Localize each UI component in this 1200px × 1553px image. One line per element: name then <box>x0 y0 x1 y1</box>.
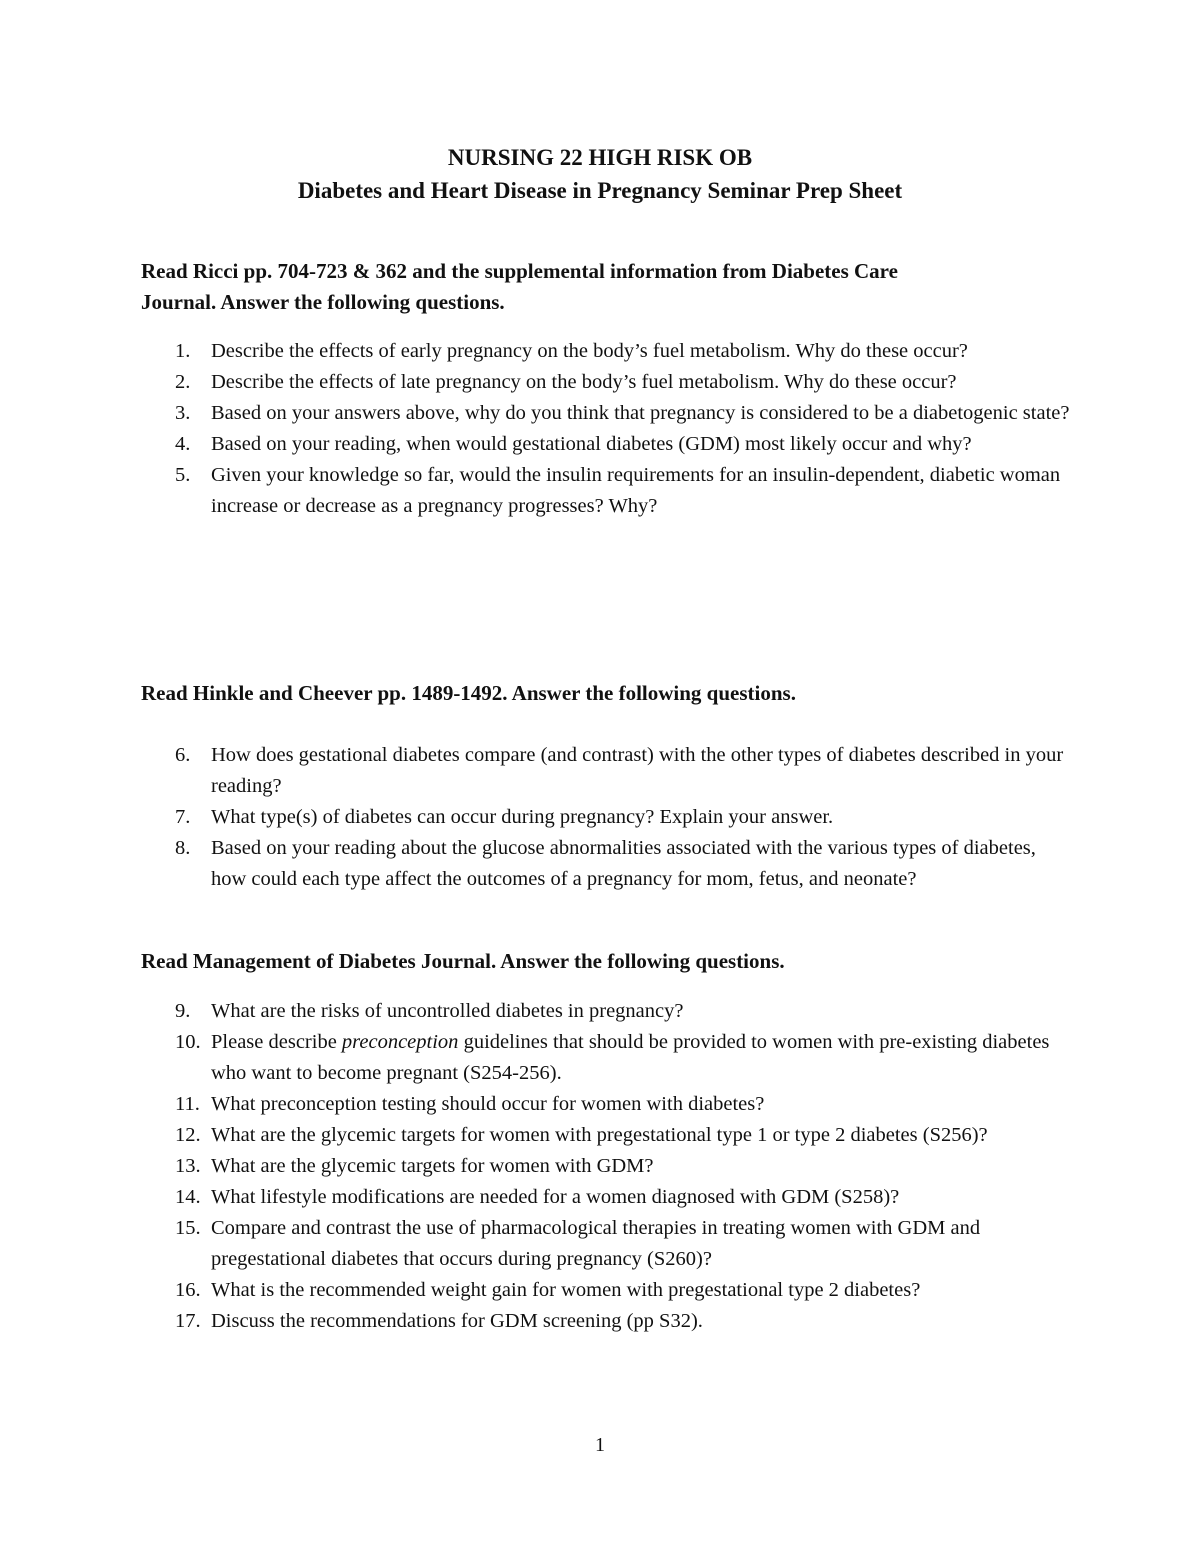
question-text: Describe the effects of early pregnancy on the body’s fuel metabolism. Why do these occur? <box>211 340 968 362</box>
question-text: Based on your reading about the glucose abnormalities associated with the various types of diabetes, how could each type affect the outcomes of a pregnancy for mom, fetus, and neonate? <box>211 837 1036 890</box>
question-text: Based on your reading, when would gestational diabetes (GDM) most likely occur and why? <box>211 433 972 455</box>
question-number: 12. <box>175 1124 201 1146</box>
question-number: 15. <box>175 1217 201 1239</box>
question-item <box>141 802 1071 833</box>
question-number: 5. <box>175 464 191 486</box>
question-item <box>141 833 1071 895</box>
question-number: 10. <box>175 1031 201 1053</box>
question-item <box>141 1306 1071 1337</box>
question-item <box>141 460 1071 522</box>
question-text: Discuss the recommendations for GDM screening (pp S32). <box>211 1310 703 1332</box>
section-heading-ricci <box>141 256 1041 318</box>
question-text: What lifestyle modifications are needed for a women diagnosed with GDM (S258)? <box>211 1186 900 1208</box>
question-text: Given your knowledge so far, would the insulin requirements for an insulin-dependent, diabetic woman increase or decrease as a pregnancy progresses? Why? <box>211 464 1061 517</box>
question-text: What are the risks of uncontrolled diabetes in pregnancy? <box>211 1000 684 1022</box>
question-number: 7. <box>175 806 191 828</box>
question-item <box>141 1151 1071 1182</box>
question-item <box>141 1275 1071 1306</box>
question-text-emphasis: preconception <box>341 1031 459 1053</box>
question-text: What are the glycemic targets for women with GDM? <box>211 1155 654 1177</box>
question-list-management <box>141 996 1071 1337</box>
question-number: 1. <box>175 340 191 362</box>
question-item <box>141 1120 1071 1151</box>
question-item <box>141 367 1071 398</box>
question-text-part: guidelines that should be provided to women with pre-existing diabetes who want to become pregnant (S254-256). <box>211 1031 1050 1084</box>
question-text: What type(s) of diabetes can occur during pregnancy? Explain your answer. <box>211 806 834 828</box>
question-number: 13. <box>175 1155 201 1177</box>
question-number: 16. <box>175 1279 201 1301</box>
section-heading-line: Journal. Answer the following questions. <box>141 290 505 314</box>
section-heading-hinkle: Read Hinkle and Cheever pp. 1489-1492. Answer the following questions. <box>141 681 796 705</box>
question-item <box>141 740 1071 802</box>
question-number: 17. <box>175 1310 201 1332</box>
section-heading-line: Read Ricci pp. 704-723 & 362 and the supplemental information from Diabetes Care <box>141 259 898 283</box>
document-subtitle: Diabetes and Heart Disease in Pregnancy Seminar Prep Sheet <box>297 178 903 203</box>
question-number: 2. <box>175 371 191 393</box>
question-item <box>141 336 1071 367</box>
question-text <box>211 1031 1049 1084</box>
question-item <box>141 429 1071 460</box>
question-text: Based on your answers above, why do you think that pregnancy is considered to be a diabetogenic state? <box>211 402 1070 424</box>
question-item <box>141 1027 1071 1089</box>
question-list-hinkle <box>141 740 1071 895</box>
question-item <box>141 1182 1071 1213</box>
section-heading-management: Read Management of Diabetes Journal. Answer the following questions. <box>141 949 785 973</box>
question-number: 14. <box>175 1186 201 1208</box>
question-item <box>141 398 1071 429</box>
page-number: 1 <box>595 1434 605 1456</box>
question-text: What are the glycemic targets for women with pregestational type 1 or type 2 diabetes (S256)? <box>211 1124 988 1146</box>
question-text: What preconception testing should occur for women with diabetes? <box>211 1093 765 1115</box>
question-text: What is the recommended weight gain for women with pregestational type 2 diabetes? <box>211 1279 921 1301</box>
question-text: Compare and contrast the use of pharmacological therapies in treating women with GDM and pregestational diabetes that occurs during pregnancy (S260)? <box>211 1217 981 1270</box>
question-item <box>141 1213 1071 1275</box>
question-number: 6. <box>175 744 191 766</box>
question-number: 4. <box>175 433 191 455</box>
question-text: Describe the effects of late pregnancy on the body’s fuel metabolism. Why do these occur? <box>211 371 957 393</box>
question-item <box>141 996 1071 1027</box>
question-number: 3. <box>175 402 191 424</box>
question-list-ricci <box>141 336 1071 522</box>
question-number: 11. <box>175 1093 200 1115</box>
question-number: 8. <box>175 837 191 859</box>
question-text: How does gestational diabetes compare (and contrast) with the other types of diabetes described in your reading? <box>211 744 1064 797</box>
question-item <box>141 1089 1071 1120</box>
question-number: 9. <box>175 1000 191 1022</box>
document-title: NURSING 22 HIGH RISK OB <box>447 145 753 170</box>
question-text-part: Please describe <box>211 1031 342 1053</box>
